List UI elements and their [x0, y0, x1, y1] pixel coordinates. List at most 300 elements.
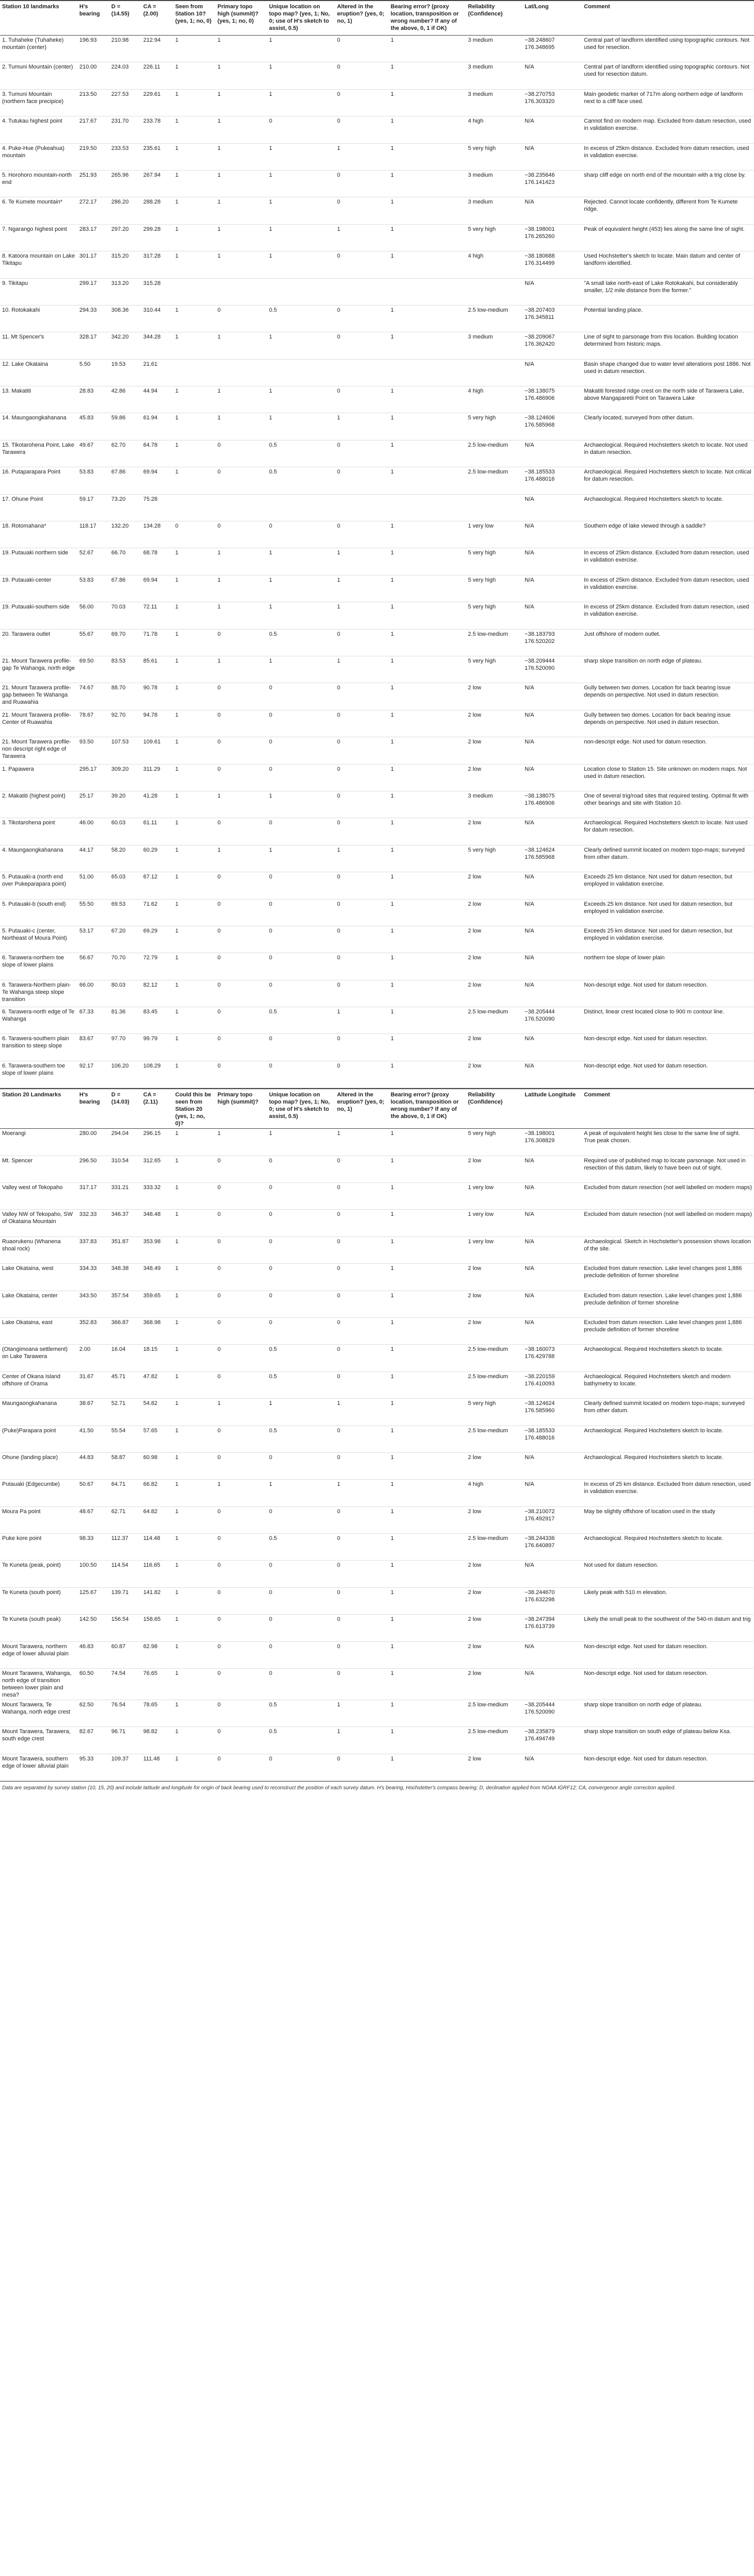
table-cell: 0 [217, 1346, 221, 1353]
table-cell: 1 [391, 1702, 394, 1708]
table-cell: 52.67 [79, 550, 94, 556]
table-cell: 0 [337, 820, 341, 826]
table-cell: 1 [337, 657, 341, 664]
table-cell: 299.28 [143, 226, 161, 232]
table-cell: 1 [391, 1728, 394, 1735]
table-cell: 2.5 low-medium [468, 1009, 508, 1015]
table-cell: 16. Putaparapara Point [2, 469, 61, 476]
table-cell: 2.5 low-medium [468, 307, 508, 313]
table-cell: 0 [217, 442, 221, 448]
table-cell [335, 359, 389, 386]
table-body [0, 36, 754, 1088]
table-cell: 56.67 [79, 955, 94, 961]
table-cell: 4 high [468, 118, 483, 125]
table-cell: Exceeds 25 km distance. Not used for datum resection, but employed in validation exercise. [584, 901, 732, 914]
table-cell: 116.65 [143, 1562, 160, 1569]
table-cell: 1 [391, 820, 394, 826]
table-cell: 53.83 [79, 577, 94, 583]
table-cell: 343.50 [79, 1292, 97, 1299]
table-cell: Valley west of Tekopaho [2, 1184, 63, 1191]
table-cell: −38.270753 176.303320 [525, 91, 555, 105]
table-cell: 156.54 [111, 1616, 129, 1623]
table-row [0, 251, 754, 278]
column-header: Station 20 Landmarks [0, 1089, 77, 1129]
table-cell: 1 [391, 415, 394, 421]
table-cell: 83.45 [143, 1009, 158, 1015]
table-cell: 0 [337, 739, 341, 745]
table-cell: N/A [525, 874, 534, 880]
column-header: Altered in the eruption? (yes, 0; no, 1) [335, 1089, 389, 1129]
table-cell: Mount Tarawera, Te Wahanga, north edge crest [2, 1702, 71, 1716]
table-cell: 1 [391, 442, 394, 448]
table-row [0, 1669, 754, 1700]
table-cell: 342.20 [111, 334, 129, 341]
table-cell: 1 [175, 91, 179, 97]
table-cell: 5 very high [468, 550, 496, 556]
table-cell: Archaeological. Required Hochstetters sketch and modern bathymetry to locate. [584, 1373, 731, 1387]
table-cell: Gully between two domes. Location for back bearing issue depends on perspective. Not used in datum resection. [584, 711, 731, 725]
table-cell: 61.11 [143, 820, 157, 826]
table-cell: 1 [391, 1319, 394, 1326]
table-cell: 1 [337, 577, 341, 583]
table-cell: 88.70 [111, 685, 126, 691]
table-cell: sharp slope transition on north edge of plateau. [584, 657, 702, 664]
table-cell: 3 medium [468, 172, 493, 178]
table-cell: 11. Mt Spencer's [2, 334, 44, 341]
table-cell: 1 [269, 577, 273, 583]
table-cell: 1 [337, 1481, 341, 1488]
table-cell: 0 [217, 874, 221, 880]
table-cell: 0 [269, 1238, 273, 1245]
table-cell: 0 [217, 739, 221, 745]
table-cell: 0 [175, 523, 179, 530]
table-cell: 0 [337, 1036, 341, 1042]
table-cell: 0 [269, 739, 273, 745]
table-cell: 0 [217, 1535, 221, 1542]
table-cell: 2. Tumuni Mountain (center) [2, 64, 73, 71]
table-cell: 21.61 [143, 361, 158, 367]
table-cell: 0 [269, 1062, 273, 1069]
table-cell: 98.82 [143, 1728, 158, 1735]
table-cell: −38.244336 176.640897 [525, 1535, 555, 1549]
table-cell: −38.205444 176.520090 [525, 1009, 555, 1023]
table-cell: 28.83 [79, 388, 94, 395]
table-cell: N/A [525, 1481, 534, 1488]
table-cell: Putauaki (Edgecumbe) [2, 1481, 60, 1488]
table-cell: 2 low [468, 1319, 481, 1326]
table-cell [267, 494, 335, 521]
table-cell: 75.28 [143, 496, 158, 502]
table-cell: Archaeological. Required Hochstetters sketch to locate. [584, 1454, 724, 1461]
table-cell: 0 [217, 711, 221, 718]
table-cell: 0 [337, 901, 341, 907]
table-cell: 0 [337, 1670, 341, 1677]
column-header: Unique location on topo map? (yes, 1; No, 0; use of H's sketch to assist, 0.5) [267, 1, 335, 36]
table-cell: 1 very low [468, 1211, 494, 1218]
table-cell: 1 [269, 64, 273, 71]
table-cell: 5 very high [468, 1130, 496, 1137]
table-row [0, 1727, 754, 1754]
table-cell: 1 [337, 846, 341, 853]
table-cell: 0 [217, 1211, 221, 1218]
column-header: Primary topo high (summit)? (yes, 1; no, 0) [215, 1, 267, 36]
table-cell: Archaeological. Required Hochstetters sketch to locate. [584, 1427, 724, 1434]
table-cell: sharp cliff edge on north end of the mountain with a trig close by. [584, 172, 746, 178]
column-header: Reliability (Confidence) [466, 1089, 523, 1129]
table-cell: 295.17 [79, 766, 97, 772]
table-cell: 83.67 [79, 1036, 94, 1042]
table-cell: 2 low [468, 981, 481, 988]
table-cell: 229.61 [143, 91, 161, 97]
table-cell: 1 [175, 685, 179, 691]
table-cell: 69.29 [143, 927, 158, 934]
table-cell: 1 [217, 199, 221, 206]
table-cell: 62.70 [111, 442, 126, 448]
table-cell: 1 [175, 981, 179, 988]
table-row [0, 1317, 754, 1344]
table-cell: 2.5 low-medium [468, 1346, 508, 1353]
table-cell: 19.53 [111, 361, 126, 367]
table-cell: 2 low [468, 766, 481, 772]
table-cell: 294.33 [79, 307, 97, 313]
table-cell: 0 [217, 1454, 221, 1461]
table-cell: 0 [337, 792, 341, 799]
table-cell: 0 [217, 1702, 221, 1708]
table-cell: In excess of 25km distance. Excluded from datum resection, used in validation exercise. [584, 604, 749, 618]
table-cell [173, 494, 215, 521]
table-cell: 114.54 [111, 1562, 128, 1569]
table-cell: In excess of 25km distance. Excluded from datum resection, used in validation exercise. [584, 550, 749, 564]
table-cell: In excess of 25km distance. Excluded from datum resection, used in validation exercise. [584, 145, 749, 159]
table-cell: 0 [269, 1036, 273, 1042]
table-cell: 332.33 [79, 1211, 97, 1218]
table-cell: 0 [337, 1373, 341, 1380]
table-cell: N/A [525, 118, 534, 125]
table-cell [173, 278, 215, 305]
table-cell: 2 low [468, 739, 481, 745]
column-header: Altered in the eruption? (yes, 0; no, 1) [335, 1, 389, 36]
table-cell: 1 [175, 1062, 179, 1069]
table-cell: 1 [269, 172, 273, 178]
table-cell: 8. Katoora mountain on Lake Tikitapu [2, 253, 75, 267]
table-cell: 0 [269, 874, 273, 880]
table-cell: 1 [337, 415, 341, 421]
table-cell: 0.5 [269, 1702, 277, 1708]
table-cell: 1 [337, 226, 341, 232]
table-cell: 1 [391, 1292, 394, 1299]
table-cell: 1 [269, 550, 273, 556]
table-cell: 0 [337, 1427, 341, 1434]
table-cell: Southern edge of lake viewed through a saddle? [584, 523, 706, 530]
table-cell: 288.28 [143, 199, 161, 206]
table-cell: Likely peak with 510 m elevation. [584, 1589, 667, 1596]
table-cell: Just offshore of modern outlet. [584, 631, 661, 637]
table-cell: Archaeological. Required Hochstetters sketch to locate. Not used for datum resection. [584, 820, 748, 834]
table-cell: 21. Mount Tarawera profile-non descript right edge of Tarawera [2, 739, 71, 760]
table-cell: Archaeological. Required Hochstetters sketch to locate. [584, 496, 724, 502]
table-cell: Central part of landform identified using topographic contours. Not used for resection datum. [584, 64, 750, 78]
table-cell: 109.61 [143, 739, 161, 745]
column-header: D = (14.55) [109, 1, 141, 36]
table-cell: −38.209444 176.520090 [525, 657, 555, 671]
table-cell: 69.70 [111, 631, 126, 637]
table-cell: 2 low [468, 1589, 481, 1596]
table-cell: 0 [337, 1535, 341, 1542]
table-row [0, 359, 754, 386]
table-cell: −38.247394 176.613739 [525, 1616, 555, 1630]
table-cell: 1 [269, 91, 273, 97]
table-cell: −38.235646 176.141423 [525, 172, 555, 185]
table-cell: 0 [337, 981, 341, 988]
table-cell: Mount Tarawera, Wahanga, north edge of transition between lower plain and mesa? [2, 1670, 72, 1699]
table-cell: 1 [175, 657, 179, 664]
table-cell: 0 [217, 981, 221, 988]
table-cell: 0 [217, 1157, 221, 1164]
table-cell: 1 [391, 766, 394, 772]
table-cell: 217.67 [79, 118, 97, 125]
table-cell: 0 [217, 1036, 221, 1042]
table-cell: N/A [525, 1211, 534, 1218]
table-cell: 1 [391, 1562, 394, 1569]
table-cell: Mount Tarawera, northern edge of lower alluvial plain [2, 1643, 69, 1657]
table-cell: 1 [391, 1481, 394, 1488]
table-cell: 1 [175, 1702, 179, 1708]
table-cell: 0 [269, 1157, 273, 1164]
table-cell: 62.71 [111, 1508, 126, 1515]
table-cell: 0 [269, 766, 273, 772]
table-row [0, 1480, 754, 1506]
table-cell: 81.36 [111, 1009, 126, 1015]
table-cell: 1 [175, 1535, 179, 1542]
table-cell: 18.15 [143, 1346, 158, 1353]
table-cell: 67.33 [79, 1009, 94, 1015]
table-cell: 1 [269, 226, 273, 232]
table-cell: 50.67 [79, 1481, 94, 1488]
column-header: CA = (2.11) [141, 1089, 173, 1129]
table-cell: 2 low [468, 1562, 481, 1569]
table-cell: 226.11 [143, 64, 160, 71]
table-row [0, 629, 754, 656]
table-cell [466, 494, 523, 521]
table-cell: 83.53 [111, 657, 126, 664]
table-header-row [0, 1089, 754, 1129]
table-cell: 1 [391, 1211, 394, 1218]
table-cell: 0 [217, 955, 221, 961]
table-cell: 0 [217, 1319, 221, 1326]
table-cell: 0 [269, 1508, 273, 1515]
column-header: Reliability (Confidence) [466, 1, 523, 36]
table-cell: N/A [525, 604, 534, 611]
table-cell: 66.82 [143, 1481, 158, 1488]
table-cell: Non-descript edge. Not used for datum resection. [584, 1062, 708, 1069]
table-cell: 311.29 [143, 766, 160, 772]
table-row [0, 224, 754, 251]
table-cell: N/A [525, 820, 534, 826]
table-cell: 71.78 [143, 631, 158, 637]
table-cell: 0 [337, 1454, 341, 1461]
table-cell: 5. Putauaki-a (north end over Pukeparapara point) [2, 874, 66, 888]
table-row [0, 1371, 754, 1398]
table-cell: Lake Okataina, center [2, 1292, 58, 1299]
table-row [0, 791, 754, 818]
table-cell: 1 [175, 1643, 179, 1650]
table-cell: 5 very high [468, 657, 496, 664]
table-cell: Maungaongkahanana [2, 1400, 57, 1407]
table-cell: N/A [525, 739, 534, 745]
table-cell: 1 [175, 1481, 179, 1488]
table-cell: 0 [337, 388, 341, 395]
table-cell: 366.87 [111, 1319, 129, 1326]
table-cell: 233.78 [143, 118, 161, 125]
table-row [0, 1754, 754, 1781]
table-cell: 0 [269, 981, 273, 988]
table-cell: Used Hochstetter's sketch to locate. Main datum and center of landform identified. [584, 253, 740, 267]
table-cell: 0 [217, 820, 221, 826]
table-cell: Required use of published map to locate parsonage. Not used in resection of this datum, likely to have been out of sight. [584, 1157, 746, 1171]
table-cell: 4. Tutukau highest point [2, 118, 62, 125]
table-cell: 6. Tarawera-Northern plain-Te Wahanga steep slope transition [2, 981, 71, 1003]
table-cell: 21. Mount Tarawera profile-gap between Te Wahanga and Ruawahia [2, 685, 71, 706]
table-cell: (Puke)Parapara point [2, 1427, 56, 1434]
table-cell: 309.20 [111, 766, 129, 772]
table-cell: 1 [391, 1508, 394, 1515]
table-row [0, 710, 754, 737]
table-cell: 67.12 [143, 874, 158, 880]
table-cell: Excluded from datum resection (not well labelled on modern maps) [584, 1184, 752, 1191]
table-cell: 142.50 [79, 1616, 97, 1623]
table-cell: 3 medium [468, 64, 493, 71]
table-cell: 0 [269, 1265, 273, 1272]
table-cell: In excess of 25km distance. Excluded from datum resection, used in validation exercise. [584, 577, 749, 590]
table-cell: 1 [269, 253, 273, 260]
table-cell: One of several trig/road sites that required testing. Optimal fit with other bearings and site with Station 10. [584, 792, 749, 806]
table-cell: 125.67 [79, 1589, 97, 1596]
table-cell: 1 [391, 523, 394, 530]
table-cell: 0 [217, 1009, 221, 1015]
table-cell: 2.5 low-medium [468, 1427, 508, 1434]
table-cell: 4 high [468, 253, 483, 260]
table-cell: 0 [217, 1670, 221, 1677]
table-cell: 0 [337, 1184, 341, 1191]
table-cell: Exceeds 25 km distance. Not used for datum resection, but employed in validation exercise. [584, 874, 732, 888]
table-cell: 351.87 [111, 1238, 129, 1245]
table-cell: 344.28 [143, 334, 161, 341]
table-cell: 0 [337, 37, 341, 43]
table-cell: 348.48 [143, 1211, 161, 1218]
table-cell: −38.180688 176.314499 [525, 253, 555, 267]
table-cell: 76.54 [111, 1702, 126, 1708]
table-cell: 55.54 [111, 1427, 126, 1434]
table-cell: N/A [525, 1319, 534, 1326]
table-cell: Rejected. Cannot locate confidently, different from Te Kumete ridge. [584, 199, 738, 213]
table-cell: Non-descript edge. Not used for datum resection. [584, 1036, 708, 1042]
table-row [0, 521, 754, 548]
table-cell: 0 [217, 901, 221, 907]
table-cell: 0 [337, 1643, 341, 1650]
table-cell: N/A [525, 1454, 534, 1461]
table-cell: 51.00 [79, 874, 94, 880]
table-cell: 3 medium [468, 792, 493, 799]
table-cell: N/A [525, 64, 534, 71]
table-cell: 2 low [468, 874, 481, 880]
table-cell: 1 [269, 846, 273, 853]
table-cell: 1 [217, 792, 221, 799]
table-cell: 1 [391, 1616, 394, 1623]
table-cell: 5 very high [468, 846, 496, 853]
table-cell: 1 [175, 1346, 179, 1353]
table-cell: Archaeological. Required Hochstetters sketch to locate. Not used in datum resection. [584, 442, 748, 455]
table-cell: Makatiti forested ridge crest on the north side of Tarawera Lake, above Mangaparetii Point on Tarawera Lake [584, 388, 744, 402]
table-cell: northern toe slope of lower plain [584, 955, 665, 961]
table-cell: 0 [337, 1616, 341, 1623]
table-cell: 1 [391, 927, 394, 934]
table-cell: 2 low [468, 955, 481, 961]
table-cell: 251.93 [79, 172, 97, 178]
table-cell: 55.67 [79, 631, 94, 637]
table-row [0, 1587, 754, 1614]
table-cell: 0 [337, 631, 341, 637]
table-cell: N/A [525, 280, 534, 286]
table-cell: 0 [337, 469, 341, 476]
table-cell: 283.17 [79, 226, 97, 232]
table-cell: Non-descript edge. Not used for datum resection. [584, 1670, 708, 1677]
table-cell: 106.20 [111, 1062, 129, 1069]
table-cell: 1 [175, 199, 179, 206]
table-cell [335, 278, 389, 305]
table-cell: 1 [391, 685, 394, 691]
table-cell: 1 [391, 874, 394, 880]
table-cell: 99.79 [143, 1036, 158, 1042]
table-cell: 1 [175, 1238, 179, 1245]
table-cell: Te Kuneta (south point) [2, 1589, 61, 1596]
table-cell: 0 [269, 1454, 273, 1461]
table-cell: 132.20 [111, 523, 129, 530]
table-cell: 46.83 [79, 1643, 94, 1650]
table-cell: 0 [217, 927, 221, 934]
table-cell: 1 [217, 145, 221, 151]
table-cell: 2.5 low-medium [468, 1535, 508, 1542]
table-cell: 5 very high [468, 1400, 496, 1407]
table-cell: N/A [525, 496, 534, 502]
table-row [0, 170, 754, 197]
table-cell: 352.83 [79, 1319, 97, 1326]
table-cell: 44.94 [143, 388, 158, 395]
table-cell: 1 [175, 577, 179, 583]
table-cell: 0 [337, 172, 341, 178]
table-row [0, 62, 754, 89]
table-cell: 1 [391, 1643, 394, 1650]
table-cell: 0 [217, 1265, 221, 1272]
table-cell: 1 [269, 792, 273, 799]
table-cell: 1 [391, 1755, 394, 1762]
table-cell: 1 [337, 145, 341, 151]
table-cell: 1 very low [468, 1238, 494, 1245]
table-cell: −38.207403 176.345811 [525, 307, 555, 320]
table-row [0, 386, 754, 413]
table-cell: 2 low [468, 1062, 481, 1069]
table-cell: 0 [269, 1670, 273, 1677]
table-row [0, 332, 754, 359]
table-cell: 1 [391, 1454, 394, 1461]
table-row [0, 197, 754, 224]
table-cell: 0 [337, 1346, 341, 1353]
table-cell: Te Kuneta (south peak) [2, 1616, 61, 1623]
table-cell: 52.71 [111, 1400, 126, 1407]
table-cell: 73.20 [111, 496, 126, 502]
table-cell: "A small lake north-east of Lake Rotokakahi, but considerably smaller, 1/2 mile distance from the former." [584, 280, 738, 294]
table-cell: N/A [525, 1562, 534, 1569]
table-row [0, 683, 754, 710]
